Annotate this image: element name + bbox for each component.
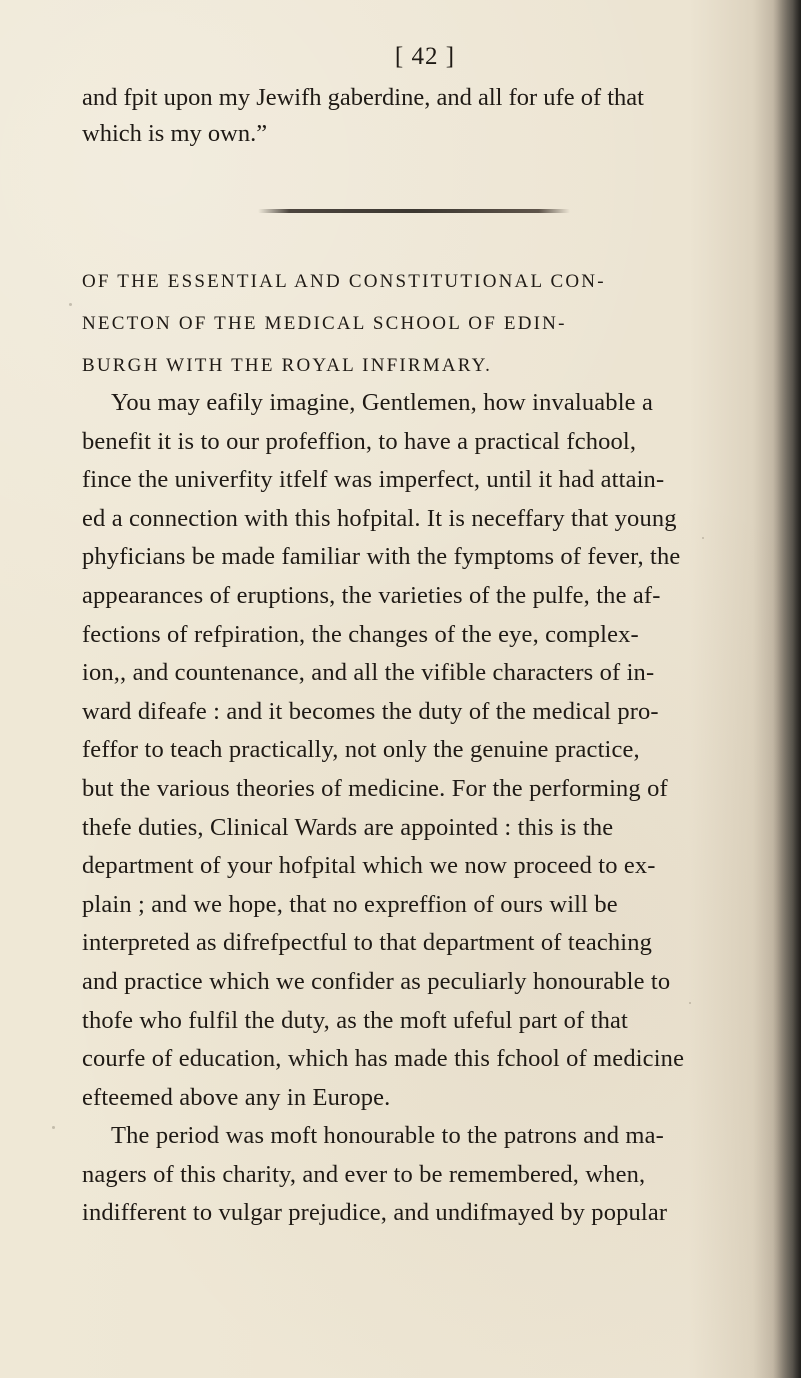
body-line-2: benefit it is to our profeffion, to have a practical fchool, <box>82 427 637 455</box>
section-title-line-3: BURGH WITH THE ROYAL INFIRMARY. <box>82 355 493 376</box>
body-line-4: ed a connection with this hofpital. It is neceffary that young <box>82 504 677 532</box>
opening-text <box>82 80 737 152</box>
body-line-13: department of your hofpital which we now proceed to ex- <box>82 852 656 880</box>
opening-line-1: and fpit upon my Jewifh gaberdine, and all for ufe of that <box>82 84 644 111</box>
body-line-21: nagers of this charity, and ever to be remembered, when, <box>82 1160 646 1188</box>
body-line-14: plain ; and we hope, that no expreffion of ours will be <box>82 890 618 918</box>
body-line-1: You may eafily imagine, Gentlemen, how invaluable a <box>111 389 653 416</box>
body-line-18: courfe of education, which has made this fchool of medicine <box>82 1045 685 1073</box>
body-line-11: but the various theories of medicine. For the performing of <box>82 774 668 802</box>
body-text <box>82 384 742 1233</box>
body-line-5: phyficians be made familiar with the fymptoms of fever, the <box>82 543 681 571</box>
body-line-3: fince the univerfity itfelf was imperfect, until it had attain- <box>82 466 665 494</box>
section-title-line-2: NECTON OF THE MEDICAL SCHOOL OF EDIN- <box>82 313 567 334</box>
page-number: [ 42 ] <box>394 43 456 70</box>
body-line-20: The period was moft honourable to the patrons and ma- <box>111 1122 664 1150</box>
opening-line-2: which is my own.” <box>82 120 268 147</box>
section-title <box>82 261 737 387</box>
body-line-17: thofe who fulfil the duty, as the moft ufeful part of that <box>82 1006 628 1034</box>
body-line-22: indifferent to vulgar prejudice, and undifmayed by popular <box>82 1199 668 1227</box>
body-line-12: thefe duties, Clinical Wards are appointed : this is the <box>82 813 614 841</box>
paper-speckle <box>689 1002 691 1004</box>
body-line-9: ward difeafe : and it becomes the duty of the medical pro- <box>82 697 659 725</box>
body-line-19: efteemed above any in Europe. <box>82 1083 391 1111</box>
body-line-7: fections of refpiration, the changes of the eye, complex- <box>82 620 639 648</box>
paper-speckle <box>69 303 72 306</box>
section-divider <box>258 209 570 213</box>
body-line-10: feffor to teach practically, not only the genuine practice, <box>82 736 640 764</box>
body-line-16: and practice which we confider as peculiarly honourable to <box>82 967 671 995</box>
body-line-15: interpreted as difrefpectful to that department of teaching <box>82 929 653 957</box>
paper-speckle <box>702 537 704 539</box>
paper-speckle <box>52 1126 55 1129</box>
body-line-6: appearances of eruptions, the varieties of the pulfe, the af- <box>82 581 661 609</box>
spine-shadow <box>773 0 801 1378</box>
body-line-8: ion,, and countenance, and all the vifible characters of in- <box>82 659 655 687</box>
section-title-line-1: OF THE ESSENTIAL AND CONSTITUTIONAL CON- <box>82 271 606 292</box>
